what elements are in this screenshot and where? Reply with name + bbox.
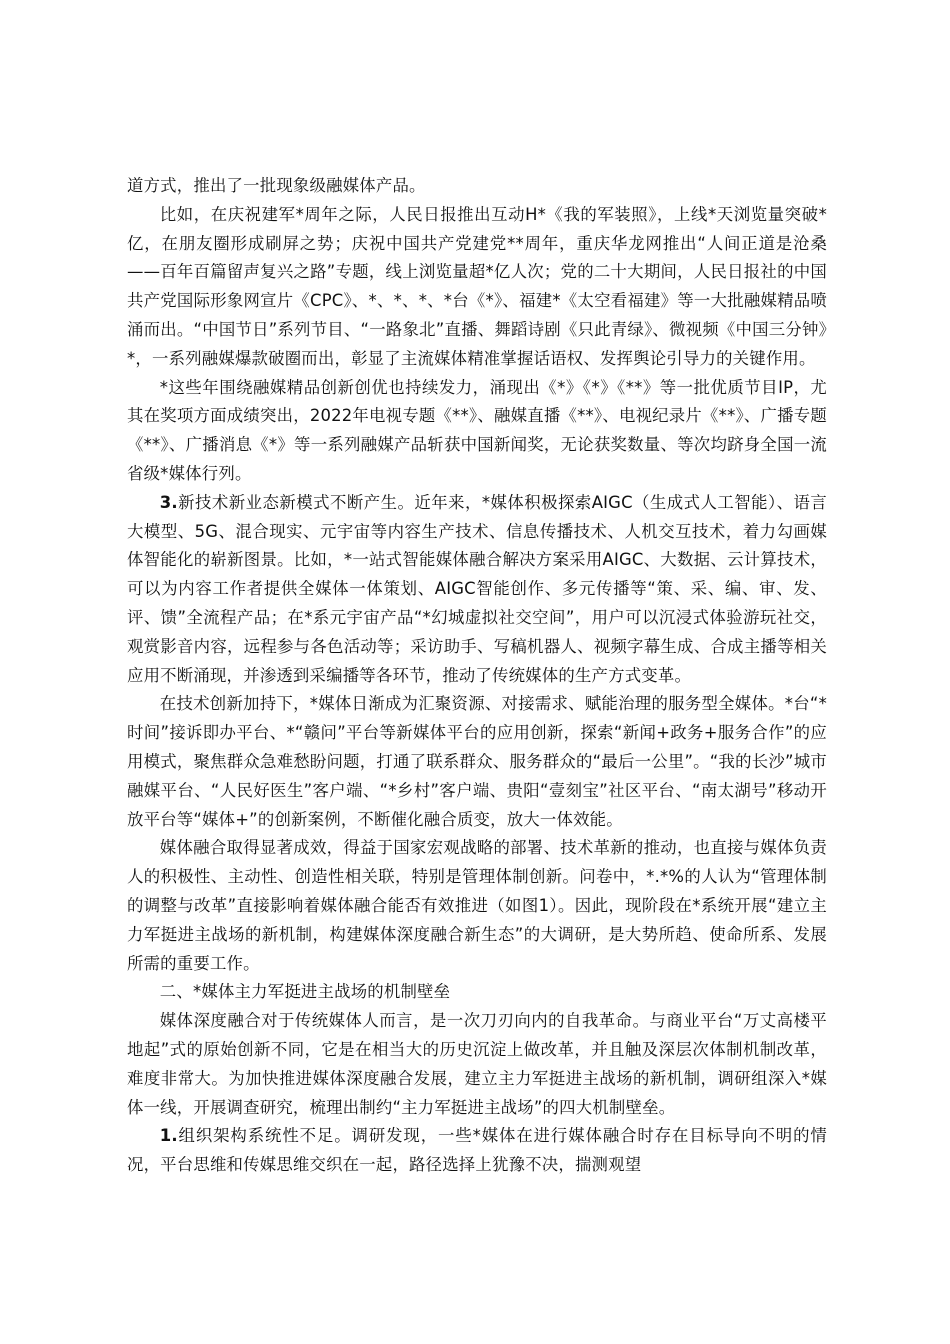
paragraph [127,374,827,489]
section-number: 3. [159,492,178,512]
paragraph [127,690,827,834]
paragraph [127,172,827,201]
paragraph-text: 新技术新业态新模式不断产生。近年来，*媒体积极探索AIGC（生成式人工智能）、语言大模型、5G、混合现实、元宇宙等内容生产技术、信息传播技术、人机交互技术，着力勾画媒体智能化的崭新图景。比如，*一站式智能媒体融合解决方案采用AIGC、大数据、云计算技术，可以为内容工作者提供全媒体一体策划、AIGC智能创作、多元传播等“策、采、编、审、发、评、馈”全流程产品；在*系元宇宙产品“*幻城虚拟社交空间”，用户可以沉浸式体验游玩社交，观赏影音内容，远程参与各色活动等；采访助手、写稿机器人、视频字幕生成、合成主播等相关应用不断涌现，并渗透到采编播等各环节，推动了传统媒体的生产方式变革。 [127,492,827,685]
section-number: 1. [159,1126,178,1146]
paragraph [127,1122,827,1180]
paragraph-text: 媒体深度融合对于传统媒体人而言，是一次刀刃向内的自我革命。与商业平台“万丈高楼平地起”式的原始创新不同，它是在相当大的历史沉淀上做改革，并且触及深层次体制机制改革，难度非常大。为加快推进媒体深度融合发展，建立主力军挺进主战场的新机制，调研组深入*媒体一线，开展调查研究，梳理出制约“主力军挺进主战场”的四大机制壁垒。 [127,1011,827,1117]
section-heading [127,978,827,1007]
paragraph-text: 道方式，推出了一批现象级融媒体产品。 [127,176,426,195]
paragraph [127,834,827,978]
paragraph [127,201,827,374]
section-heading-text: 二、*媒体主力军挺进主战场的机制壁垒 [159,982,451,1002]
paragraph-text: *这些年围绕融媒精品创新创优也持续发力，涌现出《*》《*》《**》等一批优质节目IP，尤其在奖项方面成绩突出，2022年电视专题《**》、融媒直播《**》、电视纪录片《**》、广播专题《**》、广播消息《*》等一系列融媒产品斩获中国新闻奖，无论获奖数量、等次均跻身全国一流省级*媒体行列。 [127,377,827,483]
paragraph-text: 组织架构系统性不足。调研发现，一些*媒体在进行媒体融合时存在目标导向不明的情况，平台思维和传媒思维交织在一起，路径选择上犹豫不决，揣测观望 [127,1126,827,1175]
document-page [127,172,827,1180]
paragraph [127,489,827,691]
paragraph-text: 在技术创新加持下，*媒体日渐成为汇聚资源、对接需求、赋能治理的服务型全媒体。*台“*时间”接诉即办平台、*“赣问”平台等新媒体平台的应用创新，探索“新闻+政务+服务合作”的应用模式，聚焦群众急难愁盼问题，打通了联系群众、服务群众的“最后一公里”。“我的长沙”城市融媒平台、“人民好医生”客户端、“*乡村”客户端、贵阳“壹刻宝”社区平台、“南太湖号”移动开放平台等“媒体+”的创新案例，不断催化融合质变，放大一体效能。 [127,694,827,829]
paragraph [127,1007,827,1122]
paragraph-text: 比如，在庆祝建军*周年之际，人民日报推出互动H*《我的军装照》，上线*天浏览量突破*亿，在朋友圈形成刷屏之势；庆祝中国共产党建党**周年，重庆华龙网推出“人间正道是沧桑——百年百篇留声复兴之路”专题，线上浏览量超*亿人次；党的二十大期间，人民日报社的中国共产党国际形象网宣片《CPC》、*、*、*、*台《*》、福建*《太空看福建》等一大批融媒精品喷涌而出。“中国节日”系列节目、“一路象北”直播、舞蹈诗剧《只此青绿》、微视频《中国三分钟》*，一系列融媒爆款破圈而出，彰显了主流媒体精准掌握话语权、发挥舆论引导力的关键作用。 [127,204,827,368]
paragraph-text: 媒体融合取得显著成效，得益于国家宏观战略的部署、技术革新的推动，也直接与媒体负责人的积极性、主动性、创造性相关联，特别是管理体制创新。问卷中，*.*%的人认为“管理体制的调整与改革”直接影响着媒体融合能否有效推进（如图1）。因此，现阶段在*系统开展“建立主力军挺进主战场的新机制，构建媒体深度融合新生态”的大调研，是大势所趋、使命所系、发展所需的重要工作。 [127,838,827,973]
